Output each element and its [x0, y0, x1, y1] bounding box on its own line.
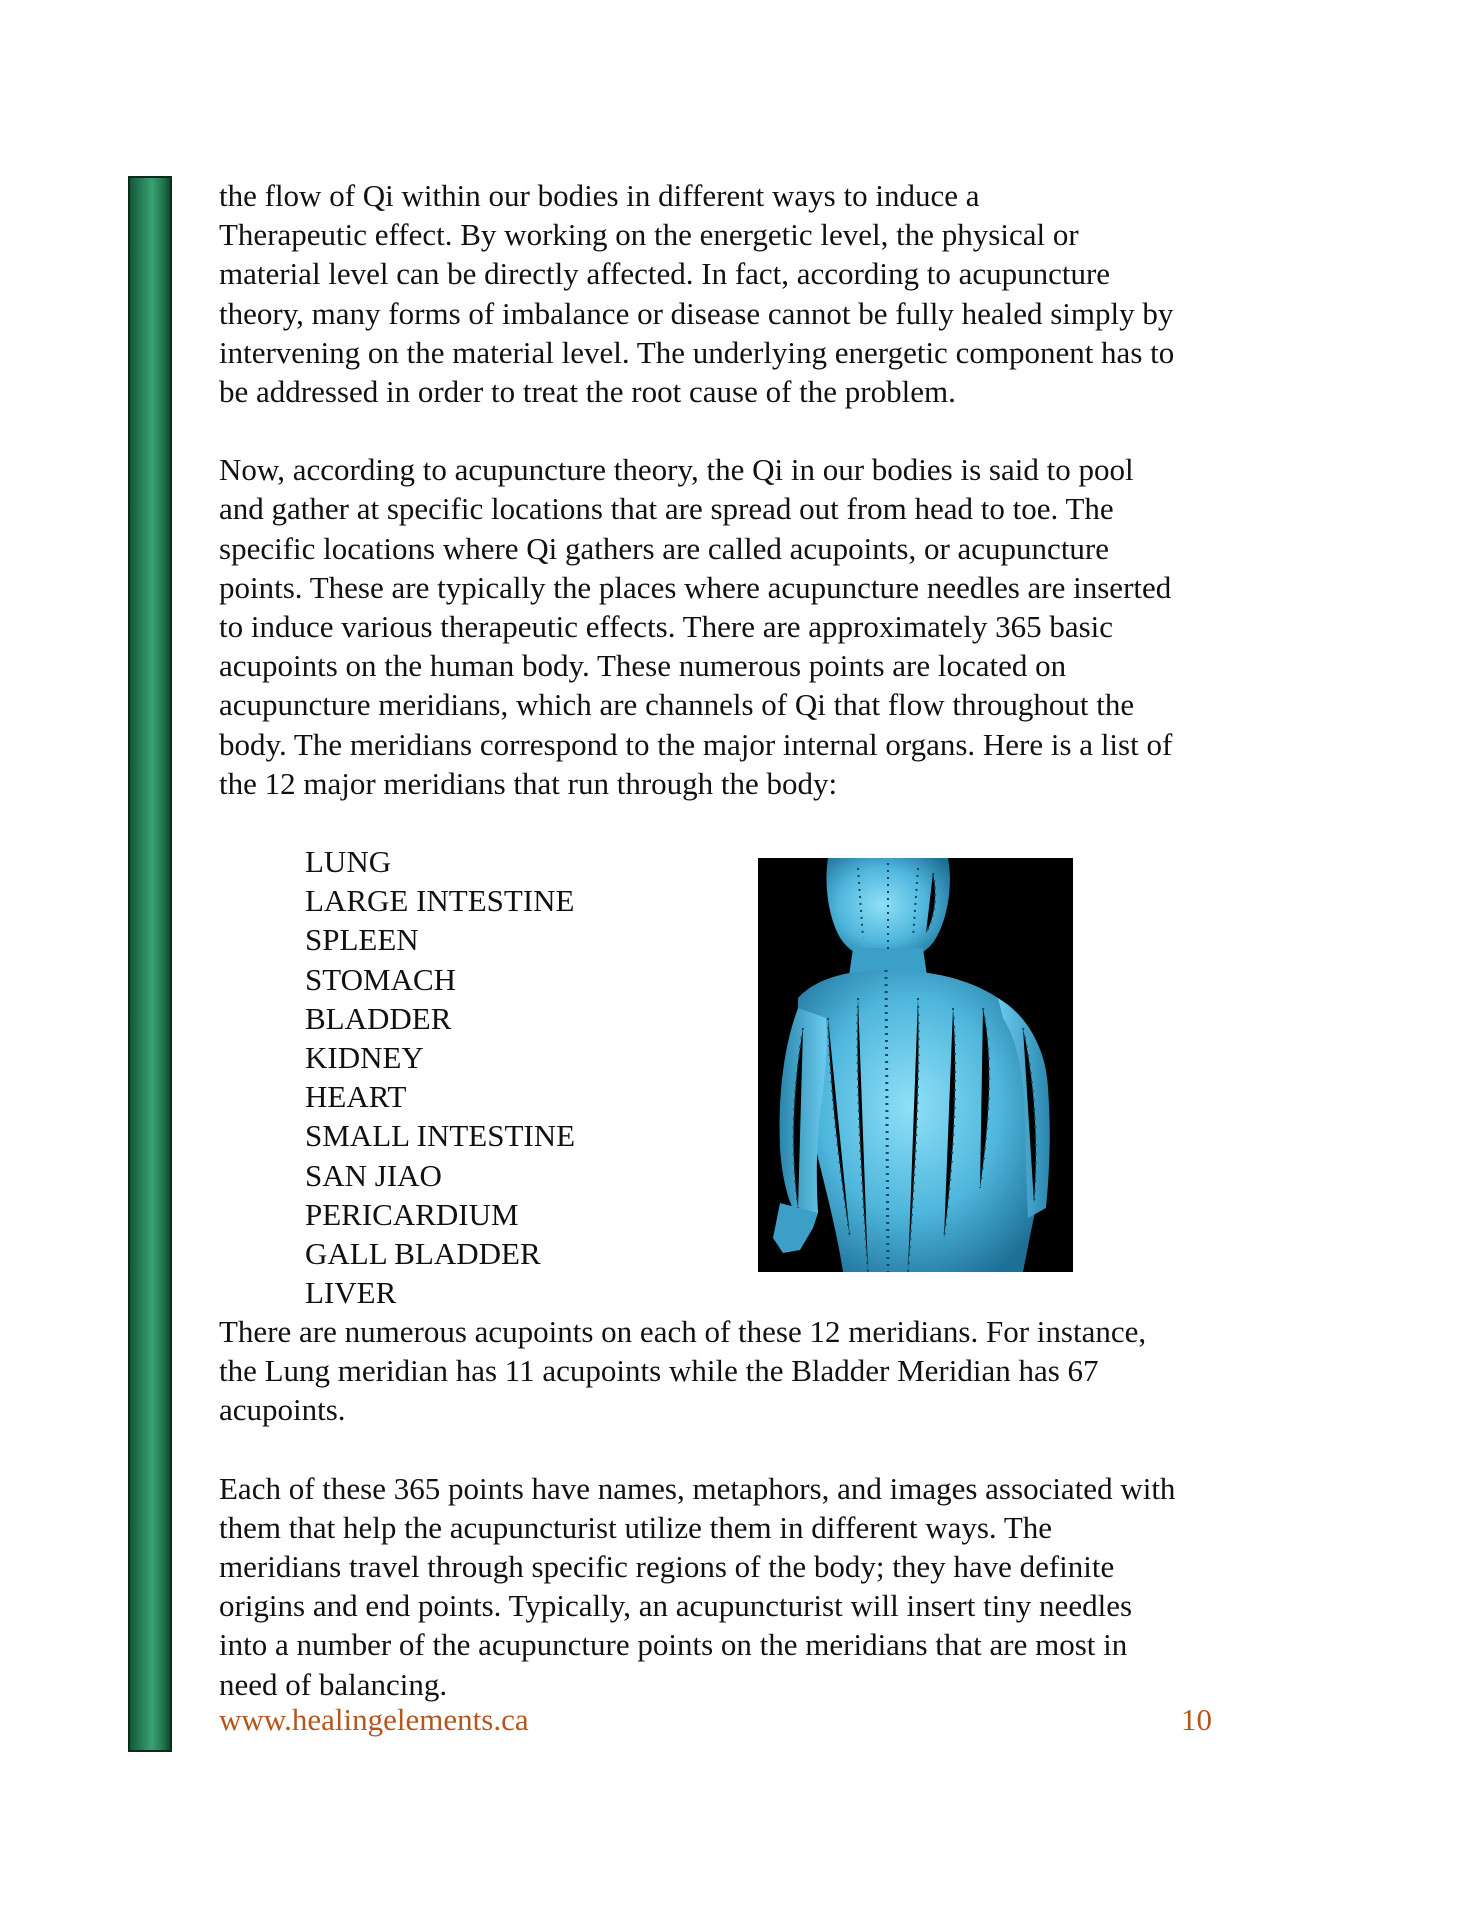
text-line: intervening on the material level. The underlying energetic component has to [219, 334, 1175, 370]
footer-website-link[interactable]: www.healingelements.ca [219, 1702, 529, 1737]
list-item: SAN JIAO [305, 1157, 442, 1193]
list-item: GALL BLADDER [305, 1236, 541, 1272]
text-line: be addressed in order to treat the root cause of the problem. [219, 374, 956, 410]
paragraph-1 [219, 176, 1299, 411]
text-line: the Lung meridian has 11 acupoints while the Bladder Meridian has 67 [219, 1353, 1099, 1389]
text-line: the flow of Qi within our bodies in different ways to induce a [219, 178, 980, 213]
text-line: Therapeutic effect. By working on the energetic level, the physical or [219, 217, 1079, 253]
text-line: body. The meridians correspond to the major internal organs. Here is a list of [219, 726, 1173, 762]
list-item: PERICARDIUM [305, 1196, 519, 1232]
meridian-section [219, 842, 1299, 1312]
list-item: LIVER [305, 1275, 397, 1311]
text-line: Now, according to acupuncture theory, the Qi in our bodies is said to pool [219, 452, 1134, 488]
text-line: the 12 major meridians that run through the body: [219, 765, 838, 801]
text-line: to induce various therapeutic effects. There are approximately 365 basic [219, 609, 1114, 645]
list-item: HEART [305, 1079, 407, 1115]
list-item: KIDNEY [305, 1040, 424, 1076]
list-item: SMALL INTESTINE [305, 1118, 576, 1154]
paragraph-4 [219, 1469, 1299, 1704]
text-line: into a number of the acupuncture points on the meridians that are most in [219, 1627, 1128, 1663]
paragraph-3 [219, 1312, 1299, 1430]
text-line: and gather at specific locations that are spread out from head to toe. The [219, 491, 1114, 527]
list-item: LUNG [305, 844, 392, 880]
paragraph-2 [219, 450, 1299, 803]
text-line: material level can be directly affected. In fact, according to acupuncture [219, 256, 1111, 292]
text-line: acupoints. [219, 1392, 346, 1428]
side-accent-bar [128, 176, 172, 1752]
page-content [219, 176, 1299, 1704]
text-line: theory, many forms of imbalance or disease cannot be fully healed simply by [219, 295, 1174, 331]
text-line: Each of these 365 points have names, metaphors, and images associated with [219, 1470, 1176, 1506]
list-item: BLADDER [305, 1000, 452, 1036]
meridian-list [305, 842, 575, 1312]
list-item: SPLEEN [305, 922, 419, 958]
page-number: 10 [1181, 1702, 1212, 1737]
list-item: LARGE INTESTINE [305, 883, 575, 919]
text-line: them that help the acupuncturist utilize them in different ways. The [219, 1509, 1053, 1545]
text-line: origins and end points. Typically, an acupuncturist will insert tiny needles [219, 1588, 1133, 1624]
text-line: acupoints on the human body. These numerous points are located on [219, 648, 1067, 684]
text-line: meridians travel through specific regions of the body; they have definite [219, 1549, 1115, 1585]
text-line: points. These are typically the places where acupuncture needles are inserted [219, 569, 1172, 605]
text-line: There are numerous acupoints on each of these 12 meridians. For instance, [219, 1314, 1147, 1350]
list-item: STOMACH [305, 961, 457, 997]
text-line: specific locations where Qi gathers are called acupoints, or acupuncture [219, 530, 1110, 566]
text-line: acupuncture meridians, which are channels of Qi that flow throughout the [219, 687, 1135, 723]
acupuncture-model-image [758, 858, 1073, 1272]
text-line: need of balancing. [219, 1666, 448, 1702]
